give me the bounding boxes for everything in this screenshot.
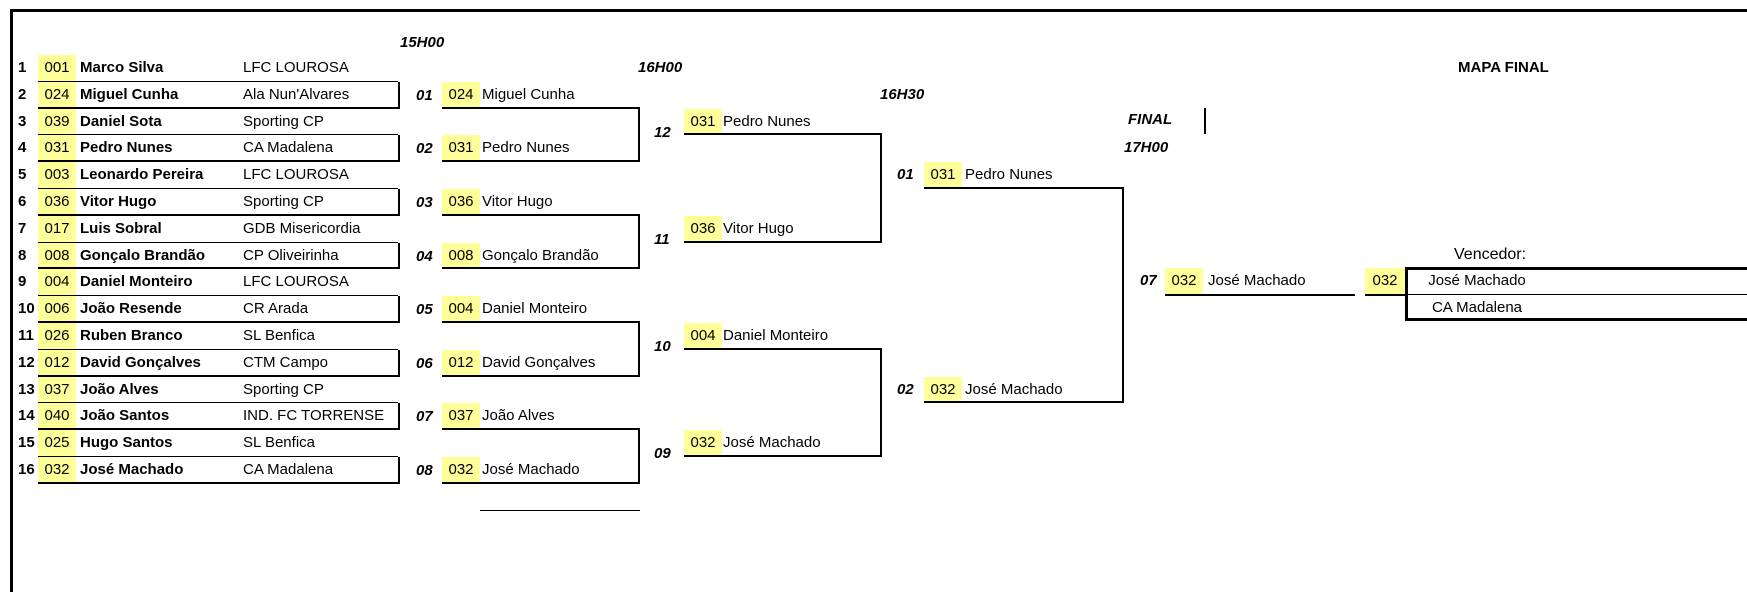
player-club: CA Madalena (243, 461, 334, 478)
round2-underline (442, 267, 640, 269)
player-position: 16 (18, 461, 35, 478)
semifinal-game-number: 01 (897, 166, 914, 184)
player-seed: 025 (38, 430, 76, 456)
player-row-line (38, 349, 398, 350)
round2-game-number: 02 (416, 140, 433, 158)
round3-connector-bottom (880, 348, 882, 457)
player-seed: 003 (38, 162, 76, 188)
semifinal-name: Pedro Nunes (965, 166, 1053, 184)
player-position: 9 (18, 273, 27, 291)
player-seed: 006 (38, 296, 76, 322)
round3-game-number: 12 (654, 123, 671, 141)
round2-connector (638, 428, 640, 484)
round3-name: Daniel Monteiro (723, 327, 829, 344)
final-label-marker (1204, 108, 1206, 134)
player-row-line (38, 402, 398, 403)
round2-underline (442, 214, 640, 216)
round2-game-number: 07 (416, 408, 433, 426)
player-name: Leonardo Pereira (80, 166, 204, 184)
round2-seed: 037 (442, 403, 480, 429)
player-seed: 040 (38, 403, 76, 429)
player-club: Sporting CP (243, 380, 324, 398)
player-position: 12 (18, 353, 35, 371)
round3-seed: 032 (684, 430, 722, 456)
round2-name: Gonçalo Brandão (482, 246, 599, 264)
round2-game-number: 04 (416, 247, 433, 265)
final-time: 17H00 (1124, 139, 1169, 156)
player-club: CTM Campo (243, 353, 329, 371)
pair-connector (398, 189, 400, 216)
round2-name: Daniel Monteiro (482, 300, 588, 318)
semifinal-underline (924, 187, 1124, 189)
pair-bottom-line (38, 267, 400, 269)
player-club: CA Madalena (243, 139, 334, 157)
player-seed: 026 (38, 323, 76, 349)
page-title: MAPA FINAL (1458, 59, 1549, 76)
final-name: José Machado (1208, 272, 1306, 289)
player-seed: 039 (38, 109, 76, 135)
player-club: Ala Nun'Alvares (243, 85, 350, 103)
round2-seed: 031 (442, 135, 480, 161)
round2-game-number: 08 (416, 462, 433, 479)
round2-seed: 008 (442, 243, 480, 269)
player-club: LFC LOUROSA (243, 59, 349, 76)
pair-bottom-line (38, 107, 400, 109)
round2-underline (442, 321, 640, 323)
final-label: FINAL (1128, 111, 1173, 128)
round3-game-number: 10 (654, 338, 671, 355)
round2-name: David Gonçalves (482, 353, 596, 371)
player-position: 10 (18, 300, 35, 318)
semifinal-game-number: 02 (897, 380, 914, 398)
round2-game-number: 01 (416, 86, 433, 104)
player-club: CR Arada (243, 300, 309, 318)
round2-underline (442, 375, 640, 377)
player-club: SL Benfica (243, 327, 315, 344)
round3-connector-top (880, 133, 882, 242)
round2-underline (442, 482, 640, 484)
player-position: 6 (18, 193, 27, 210)
round3-underline (684, 133, 882, 135)
player-name: Gonçalo Brandão (80, 246, 206, 264)
player-name: Marco Silva (80, 59, 164, 76)
final-underline (1165, 294, 1355, 296)
round2-underline (442, 160, 640, 162)
player-name: Miguel Cunha (80, 85, 179, 103)
player-seed: 001 (38, 55, 76, 81)
round2-name: Miguel Cunha (482, 85, 575, 103)
player-club: CP Oliveirinha (243, 246, 339, 264)
round2-game-number: 06 (416, 354, 433, 372)
player-seed: 024 (38, 82, 76, 108)
pair-connector (398, 350, 400, 377)
round2-seed: 024 (442, 82, 480, 108)
winner-name: José Machado (1428, 272, 1526, 289)
player-row-line (38, 188, 398, 189)
semifinal-name: José Machado (965, 380, 1063, 398)
pair-bottom-line (38, 214, 400, 216)
player-row-line (38, 295, 398, 296)
player-row-line (38, 456, 398, 457)
player-club: IND. FC TORRENSE (243, 407, 385, 425)
round2-time: 16H00 (638, 59, 683, 76)
pair-connector (398, 135, 400, 162)
round3-seed: 004 (684, 323, 722, 349)
player-position: 1 (18, 59, 27, 76)
round3-game-number: 09 (654, 445, 671, 463)
sheet-border-left (10, 9, 13, 592)
player-name: João Alves (80, 380, 159, 398)
round3-seed: 036 (684, 216, 722, 242)
round3-name: Pedro Nunes (723, 112, 811, 130)
round1-time: 15H00 (400, 34, 445, 51)
pair-bottom-line (38, 375, 400, 377)
semifinal-underline (924, 401, 1124, 403)
round2-name: José Machado (482, 461, 580, 478)
player-position: 8 (18, 246, 27, 264)
semifinal-connector (1122, 187, 1124, 403)
round3-underline (684, 348, 882, 350)
player-seed: 037 (38, 377, 76, 403)
pair-connector (398, 403, 400, 430)
player-seed: 036 (38, 189, 76, 215)
round3-underline (684, 241, 882, 243)
round2-seed: 036 (442, 189, 480, 215)
player-position: 2 (18, 85, 27, 103)
final-seed: 032 (1165, 268, 1203, 294)
player-name: David Gonçalves (80, 353, 201, 371)
player-row-line (38, 242, 398, 243)
player-seed: 032 (38, 457, 76, 483)
semifinal-seed: 031 (924, 162, 962, 188)
pair-bottom-line (38, 428, 400, 430)
player-name: Daniel Monteiro (80, 273, 193, 291)
player-name: João Resende (80, 300, 182, 318)
player-row-line (38, 134, 398, 135)
player-row-line (38, 81, 398, 82)
player-name: Pedro Nunes (80, 139, 173, 157)
round2-connector (638, 321, 640, 377)
player-position: 14 (18, 407, 35, 425)
player-position: 7 (18, 219, 27, 237)
semifinal-seed: 032 (924, 377, 962, 403)
round2-seed: 032 (442, 457, 480, 483)
player-club: LFC LOUROSA (243, 273, 349, 291)
round2-seed: 012 (442, 350, 480, 376)
pair-connector (398, 296, 400, 323)
player-seed: 008 (38, 243, 76, 269)
player-position: 13 (18, 380, 35, 398)
round2-underline (442, 107, 640, 109)
pair-bottom-line (38, 160, 400, 162)
player-name: Daniel Sota (80, 112, 162, 130)
winner-box-divider (1408, 294, 1747, 295)
player-club: Sporting CP (243, 193, 324, 210)
round2-name: Vitor Hugo (482, 193, 553, 210)
player-name: Ruben Branco (80, 327, 183, 344)
player-club: GDB Misericordia (243, 219, 361, 237)
player-name: Luis Sobral (80, 219, 162, 237)
player-position: 5 (18, 166, 27, 184)
player-position: 4 (18, 139, 27, 157)
pair-connector (398, 457, 400, 484)
round2-name: João Alves (482, 407, 555, 425)
player-club: SL Benfica (243, 434, 315, 452)
player-position: 3 (18, 112, 27, 130)
player-seed: 017 (38, 216, 76, 242)
round2-name: Pedro Nunes (482, 139, 570, 157)
round3-time: 16H30 (880, 86, 925, 103)
pair-connector (398, 243, 400, 270)
player-name: Vitor Hugo (80, 193, 157, 210)
round3-seed: 031 (684, 109, 722, 135)
pair-bottom-line (38, 482, 400, 484)
sheet-border-top (10, 9, 1747, 12)
player-name: Hugo Santos (80, 434, 173, 452)
round2-game-number: 05 (416, 301, 433, 319)
round3-name: José Machado (723, 434, 821, 452)
player-seed: 012 (38, 350, 76, 376)
round3-game-number: 11 (654, 230, 670, 248)
player-club: LFC LOUROSA (243, 166, 349, 184)
round3-name: Vitor Hugo (723, 219, 794, 237)
player-club: Sporting CP (243, 112, 324, 130)
player-seed: 004 (38, 269, 76, 295)
winner-seed: 032 (1365, 268, 1405, 294)
player-seed: 031 (38, 135, 76, 161)
player-position: 11 (18, 327, 34, 344)
player-position: 15 (18, 434, 35, 452)
final-game-number: 07 (1140, 272, 1157, 289)
player-name: José Machado (80, 461, 184, 478)
winner-seed-underline (1365, 294, 1407, 296)
pair-connector (398, 82, 400, 109)
winner-label: Vencedor: (1454, 246, 1527, 263)
round3-underline (684, 455, 882, 457)
round2-underline (442, 428, 640, 430)
round2-seed: 004 (442, 296, 480, 322)
round2-connector (638, 214, 640, 270)
round2-game-number: 03 (416, 194, 433, 211)
round2-connector (638, 107, 640, 163)
empty-slot-line (480, 510, 640, 511)
winner-club: CA Madalena (1431, 299, 1523, 316)
pair-bottom-line (38, 321, 400, 323)
player-name: João Santos (80, 407, 170, 425)
